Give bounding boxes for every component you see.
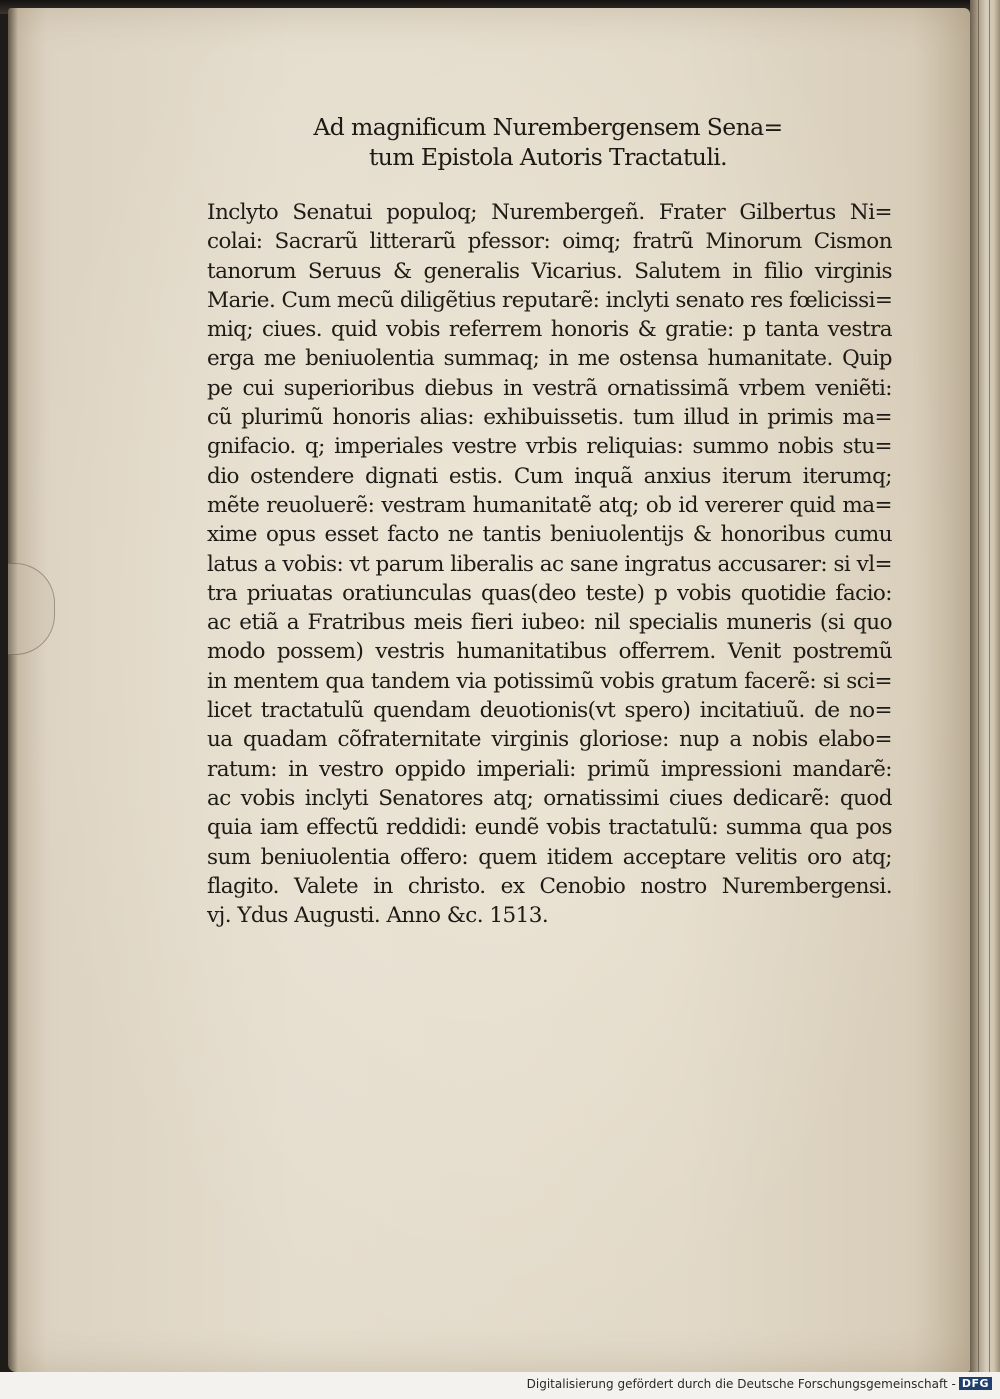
dfg-logo: DFG	[959, 1377, 992, 1390]
text-line: gnifacio. q; imperiales vestre vrbis reliquias: summo nobis stu=	[207, 434, 892, 460]
heading-line-1: Ad magnificum Nurembergensem Sena=	[313, 113, 783, 141]
text-line: tra priuatas oratiunculas quas(deo teste) p vobis quotidie facio:	[207, 580, 892, 606]
digitization-credit	[0, 1377, 992, 1391]
text-line: pe cui superioribus diebus in vestrã ornatissimã vrbem veniẽti:	[207, 375, 892, 401]
text-line-date: vj. Ydus Augusti. Anno &c. 1513.	[207, 903, 549, 929]
text-line: cũ plurimũ honoris alias: exhibuissetis. tum illud in primis ma=	[207, 405, 892, 431]
text-line: flagito. Valete in christo. ex Cenobio nostro Nurembergensi.	[207, 873, 892, 899]
text-line: ac etiã a Fratribus meis fieri iubeo: nil specialis muneris (si quo	[207, 610, 892, 636]
text-line: Inclyto Senatui populoq; Nurembergeñ. Frater Gilbertus Ni=	[207, 200, 892, 225]
page-edge-fold	[8, 563, 55, 655]
text-line: Marie. Cum mecũ diligẽtius reputarẽ: inclyti senato res fœlicissi=	[207, 287, 893, 313]
text-line: erga me beniuolentia summaq; in me ostensa humanitate. Quip	[207, 346, 892, 372]
text-line: ratum: in vestro oppido imperiali: primũ impressioni mandarẽ:	[207, 756, 892, 782]
text-line: mẽte reuoluerẽ: vestram humanitatẽ atq; ob id vererer quid ma=	[207, 492, 892, 518]
page-left-shadow	[8, 8, 18, 1380]
text-line: xime opus esset facto ne tantis beniuolentijs & honoribus cumu	[207, 522, 892, 548]
text-line: sum beniuolentia offero: quem itidem acceptare velitis oro atq;	[207, 844, 892, 870]
text-line: colai: Sacrarũ litterarũ pfessor: oimq; fratrũ Minorum Cismon	[207, 229, 892, 255]
text-line: dio ostendere dignati estis. Cum inquã anxius iterum iterumq;	[207, 463, 892, 489]
gutter-line	[989, 0, 990, 1372]
letter-body	[207, 198, 892, 930]
page-heading	[208, 112, 888, 172]
text-line: latus a vobis: vt parum liberalis ac sane ingratus accusarer: si vl=	[207, 551, 892, 577]
text-line: ac vobis inclyti Senatores atq; ornatissimi ciues dedicarẽ: quod	[207, 785, 892, 811]
credit-text: Digitalisierung gefördert durch die Deutsche Forschungsgemeinschaft -	[526, 1377, 956, 1391]
text-line: licet tractatulũ quendam deuotionis(vt spero) incitatiuũ. de no=	[207, 698, 892, 724]
text-line: quia iam effectũ reddidi: eundẽ vobis tractatulũ: summa qua pos	[207, 815, 892, 841]
text-line: in mentem qua tandem via potissimũ vobis gratum facerẽ: si sci=	[207, 668, 892, 694]
gutter-line	[978, 0, 979, 1372]
text-line: tanorum Seruus & generalis Vicarius. Salutem in filio virginis	[207, 258, 892, 284]
text-line: modo possem) vestris humanitatibus offerrem. Venit postremũ	[207, 639, 892, 665]
text-line: miq; ciues. quid vobis referrem honoris & gratie: p tanta vestra	[207, 317, 892, 343]
book-page	[8, 8, 970, 1372]
heading-line-2: tum Epistola Autoris Tractatuli.	[368, 143, 728, 171]
book-gutter	[970, 0, 1000, 1372]
text-line: ua quadam cõfraternitate virginis gloriose: nup a nobis elabo=	[207, 727, 892, 753]
